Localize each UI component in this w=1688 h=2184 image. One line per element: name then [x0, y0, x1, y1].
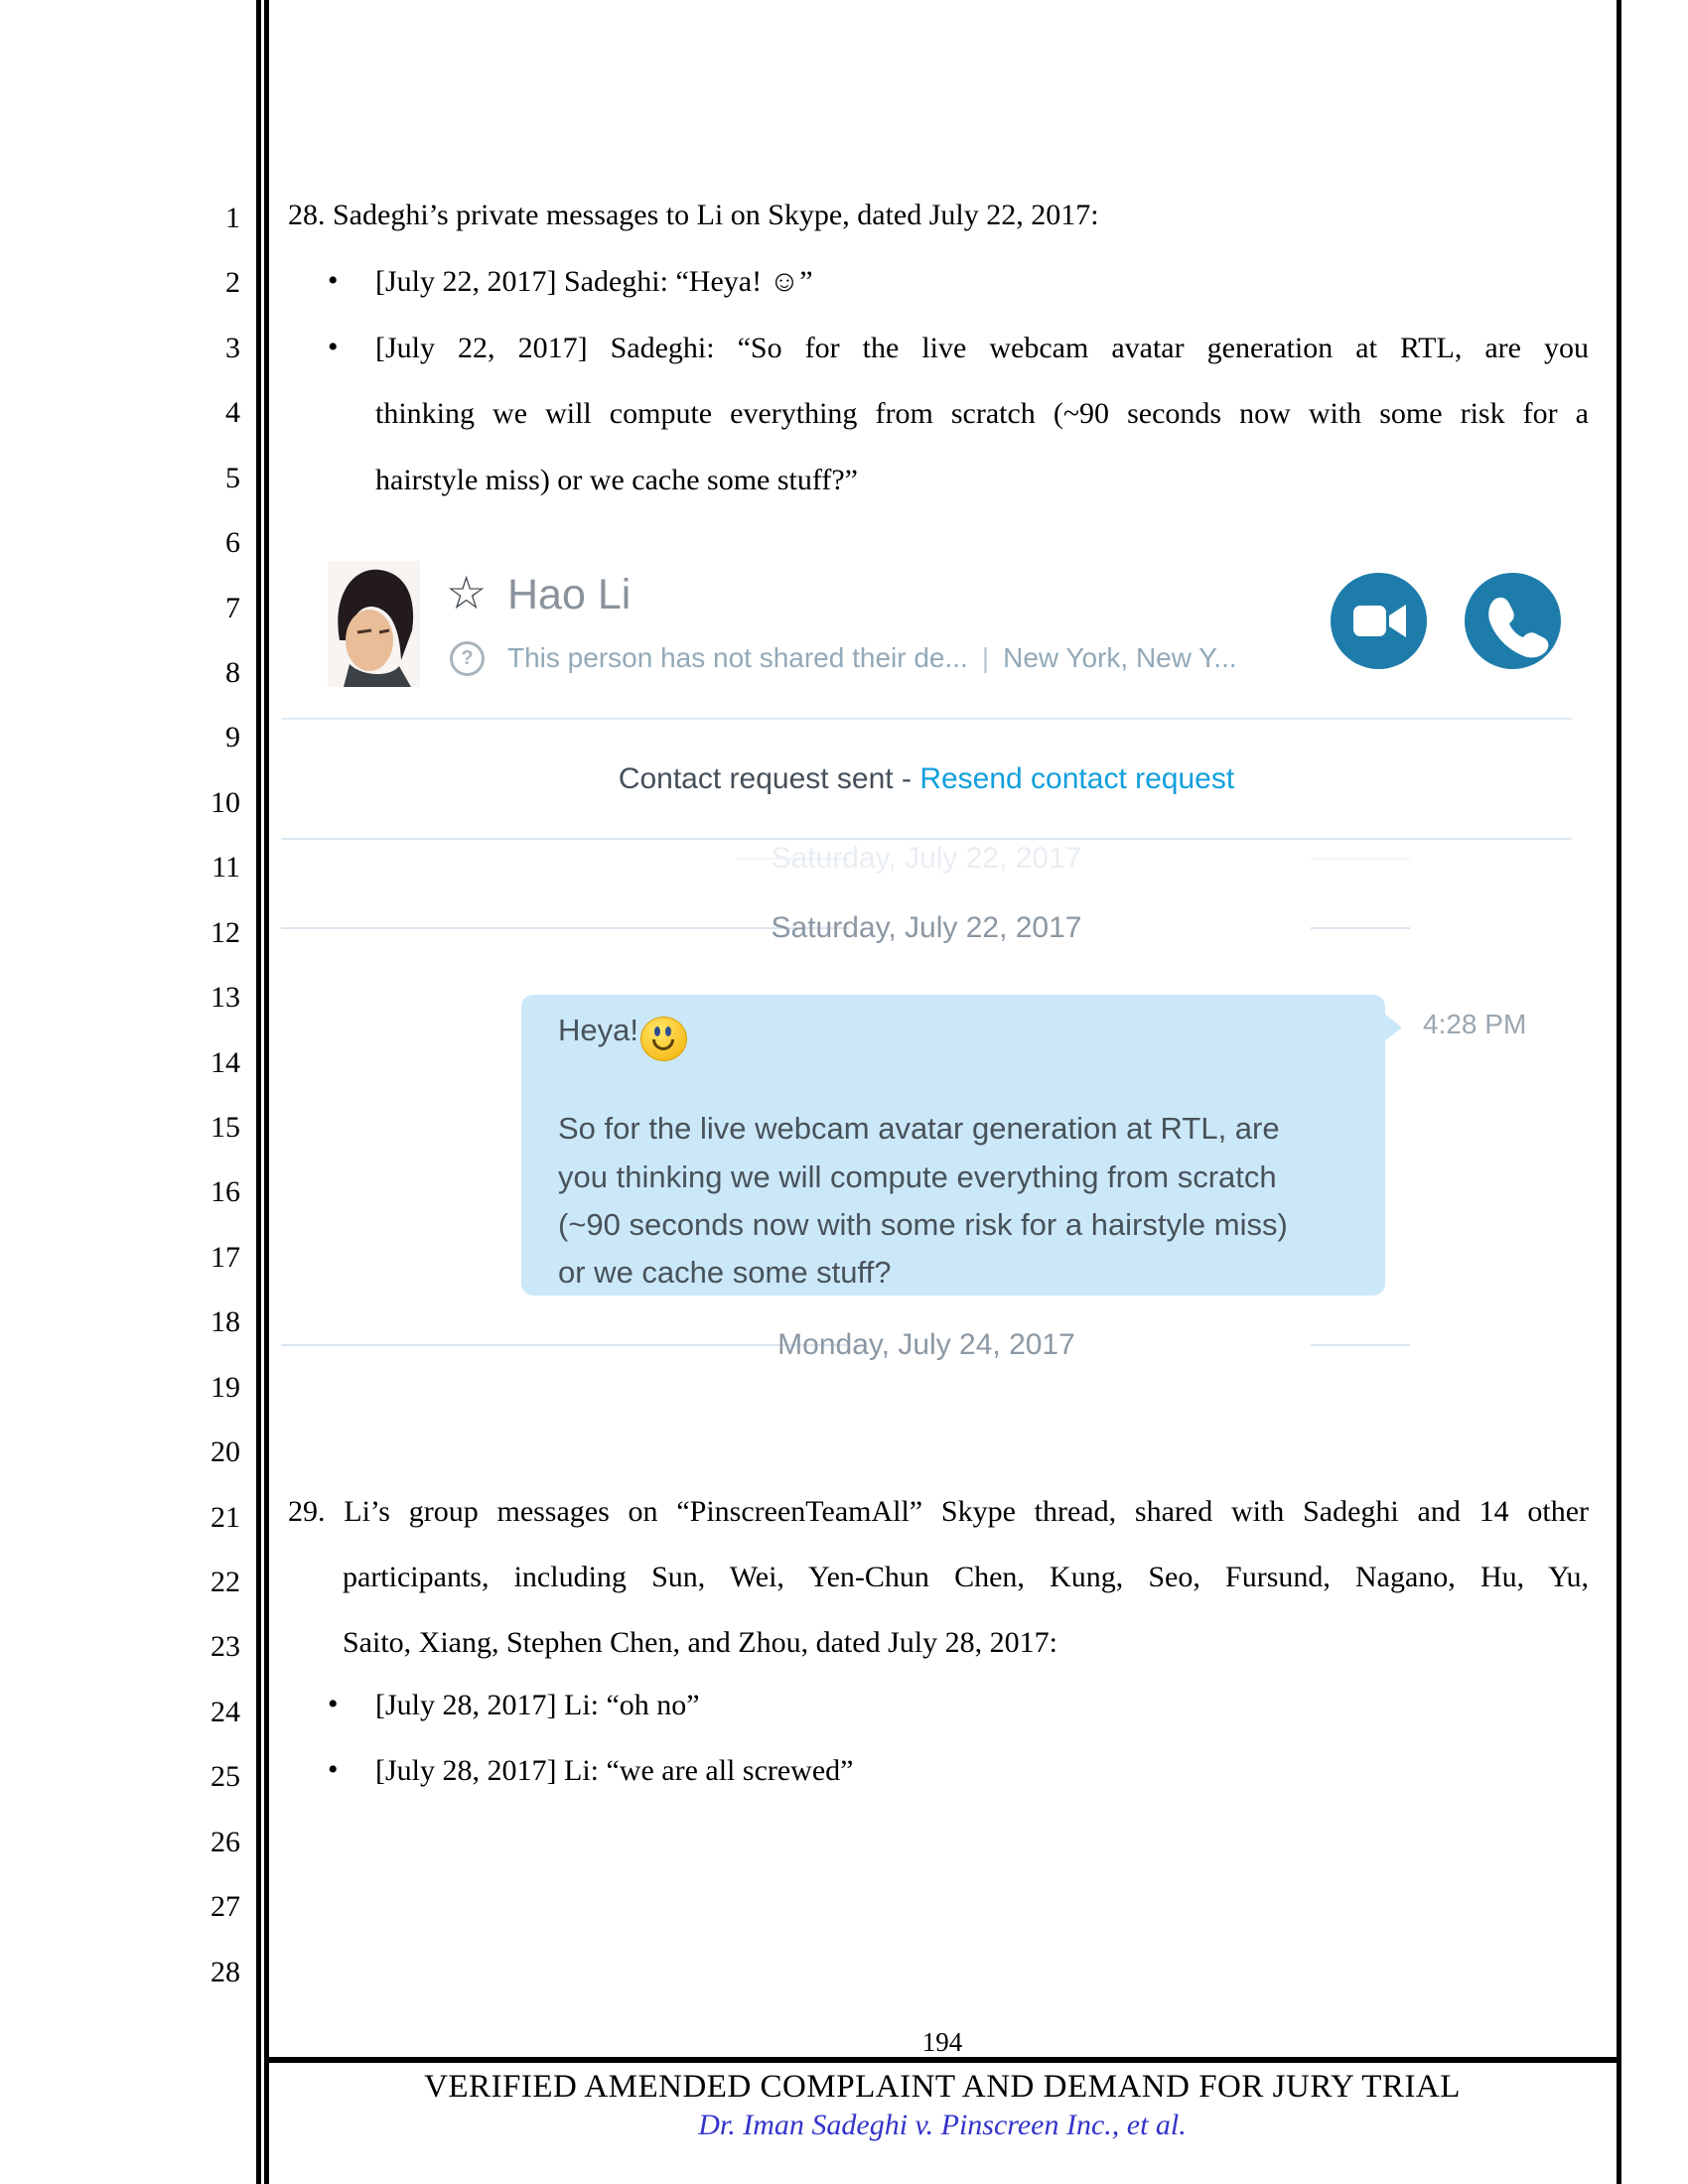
footer-rule [268, 2057, 1617, 2063]
audio-call-button[interactable] [1465, 573, 1561, 669]
line-number: 12 [211, 915, 240, 949]
line-number: 11 [211, 851, 240, 885]
question-mark-icon: ? [450, 641, 485, 676]
line-number: 6 [225, 526, 240, 560]
date-separator-ghost [281, 842, 1572, 876]
line-number: 20 [211, 1435, 240, 1469]
line-number: 8 [225, 656, 240, 689]
chat-message-line: (~90 seconds now with some risk for a hairstyle miss) [558, 1207, 1288, 1242]
avatar [328, 561, 420, 687]
page-number: 194 [921, 2027, 963, 2057]
video-call-button[interactable] [1331, 573, 1427, 669]
contact-subtitle [507, 641, 1237, 675]
section-divider [281, 718, 1572, 720]
chat-message-line: you thinking we will compute everything from scratch [558, 1160, 1277, 1194]
bullet-icon: • [328, 331, 339, 363]
line-number: 5 [225, 461, 240, 494]
line-number: 15 [211, 1111, 240, 1145]
contact-request-status: Contact request sent - [618, 762, 920, 795]
line-number: 28 [211, 1955, 240, 1988]
smiley-emoji-icon [640, 1017, 687, 1061]
line-number: 24 [211, 1695, 240, 1728]
line-number: 22 [211, 1566, 240, 1599]
phone-icon [1465, 573, 1561, 669]
line-number: 14 [211, 1045, 240, 1079]
resend-contact-request-link[interactable]: Resend contact request [919, 762, 1235, 795]
line-number: 27 [211, 1890, 240, 1924]
chat-greeting-text: Heya! [558, 1013, 638, 1047]
line-number: 21 [211, 1500, 240, 1534]
chat-message-line: So for the live webcam avatar generation at RTL, are [558, 1111, 1280, 1146]
date-separator-label: Monday, July 24, 2017 [777, 1328, 1075, 1361]
contact-location-text: New York, New Y... [1003, 642, 1237, 673]
line-number: 16 [211, 1175, 240, 1209]
skype-screenshot [281, 536, 1572, 1410]
subtitle-divider: | [981, 642, 990, 673]
line-number: 7 [225, 591, 240, 624]
date-separator-monday [281, 1328, 1572, 1362]
right-page-rule [1617, 0, 1621, 2184]
favorite-star-icon: ☆ [446, 567, 488, 618]
chat-message-bubble [521, 995, 1385, 1296]
line-number: 26 [211, 1825, 240, 1858]
line-number: 18 [211, 1305, 240, 1339]
date-separator-label: Saturday, July 22, 2017 [771, 842, 1082, 875]
line-number: 23 [211, 1630, 240, 1664]
p28-bullet-2-line-1: [July 22, 2017] Sadeghi: “So for the live webcam avatar generation at RTL, are you [375, 332, 1589, 364]
bullet-icon: • [328, 1753, 339, 1786]
p28-bullet-2-line-3: hairstyle miss) or we cache some stuff?” [375, 464, 858, 496]
bullet-icon: • [328, 1688, 339, 1720]
message-timestamp: 4:28 PM [1423, 1009, 1527, 1039]
p28-bullet-2-line-2: thinking we will compute everything from scratch (~90 seconds now with some risk for a [375, 397, 1589, 430]
bullet-icon: • [328, 264, 339, 297]
chat-message-line: or we cache some stuff? [558, 1255, 892, 1290]
p28-bullet-1: [July 22, 2017] Sadeghi: “Heya! ☺” [375, 265, 813, 298]
line-number: 4 [225, 396, 240, 430]
line-number: 25 [211, 1760, 240, 1794]
line-number: 1 [225, 202, 240, 234]
contact-name: Hao Li [507, 571, 632, 618]
date-separator-label: Saturday, July 22, 2017 [771, 911, 1082, 944]
contact-details-text: This person has not shared their de... [507, 642, 968, 673]
p29-bullet-1: [July 28, 2017] Li: “oh no” [375, 1689, 700, 1721]
line-number: 2 [225, 266, 240, 300]
p29-bullet-2: [July 28, 2017] Li: “we are all screwed” [375, 1754, 854, 1787]
line-number: 17 [211, 1240, 240, 1274]
section-divider [281, 838, 1572, 840]
paragraph-29-line-2: participants, including Sun, Wei, Yen-Chun Chen, Kung, Seo, Fursund, Nagano, Hu, Yu, [343, 1561, 1589, 1593]
line-number: 10 [211, 785, 240, 819]
paragraph-29-line-3: Saito, Xiang, Stephen Chen, and Zhou, dated July 28, 2017: [343, 1626, 1057, 1659]
line-number: 13 [211, 981, 240, 1015]
left-double-rule [256, 0, 269, 2184]
line-number: 19 [211, 1370, 240, 1404]
footer-title: VERIFIED AMENDED COMPLAINT AND DEMAND FOR JURY TRIAL [424, 2069, 1461, 2105]
line-number-column [0, 0, 246, 2184]
paragraph-28-intro: 28. Sadeghi’s private messages to Li on Skype, dated July 22, 2017: [288, 199, 1099, 231]
paragraph-29-line-1: 29. Li’s group messages on “PinscreenTeamAll” Skype thread, shared with Sadeghi and 14 other [288, 1495, 1589, 1528]
contact-request-row [281, 762, 1572, 796]
footer-case-line: Dr. Iman Sadeghi v. Pinscreen Inc., et al. [698, 2109, 1187, 2141]
video-camera-icon [1331, 573, 1427, 669]
date-separator-saturday [281, 911, 1572, 945]
line-number: 3 [225, 331, 240, 364]
line-number: 9 [225, 721, 240, 754]
